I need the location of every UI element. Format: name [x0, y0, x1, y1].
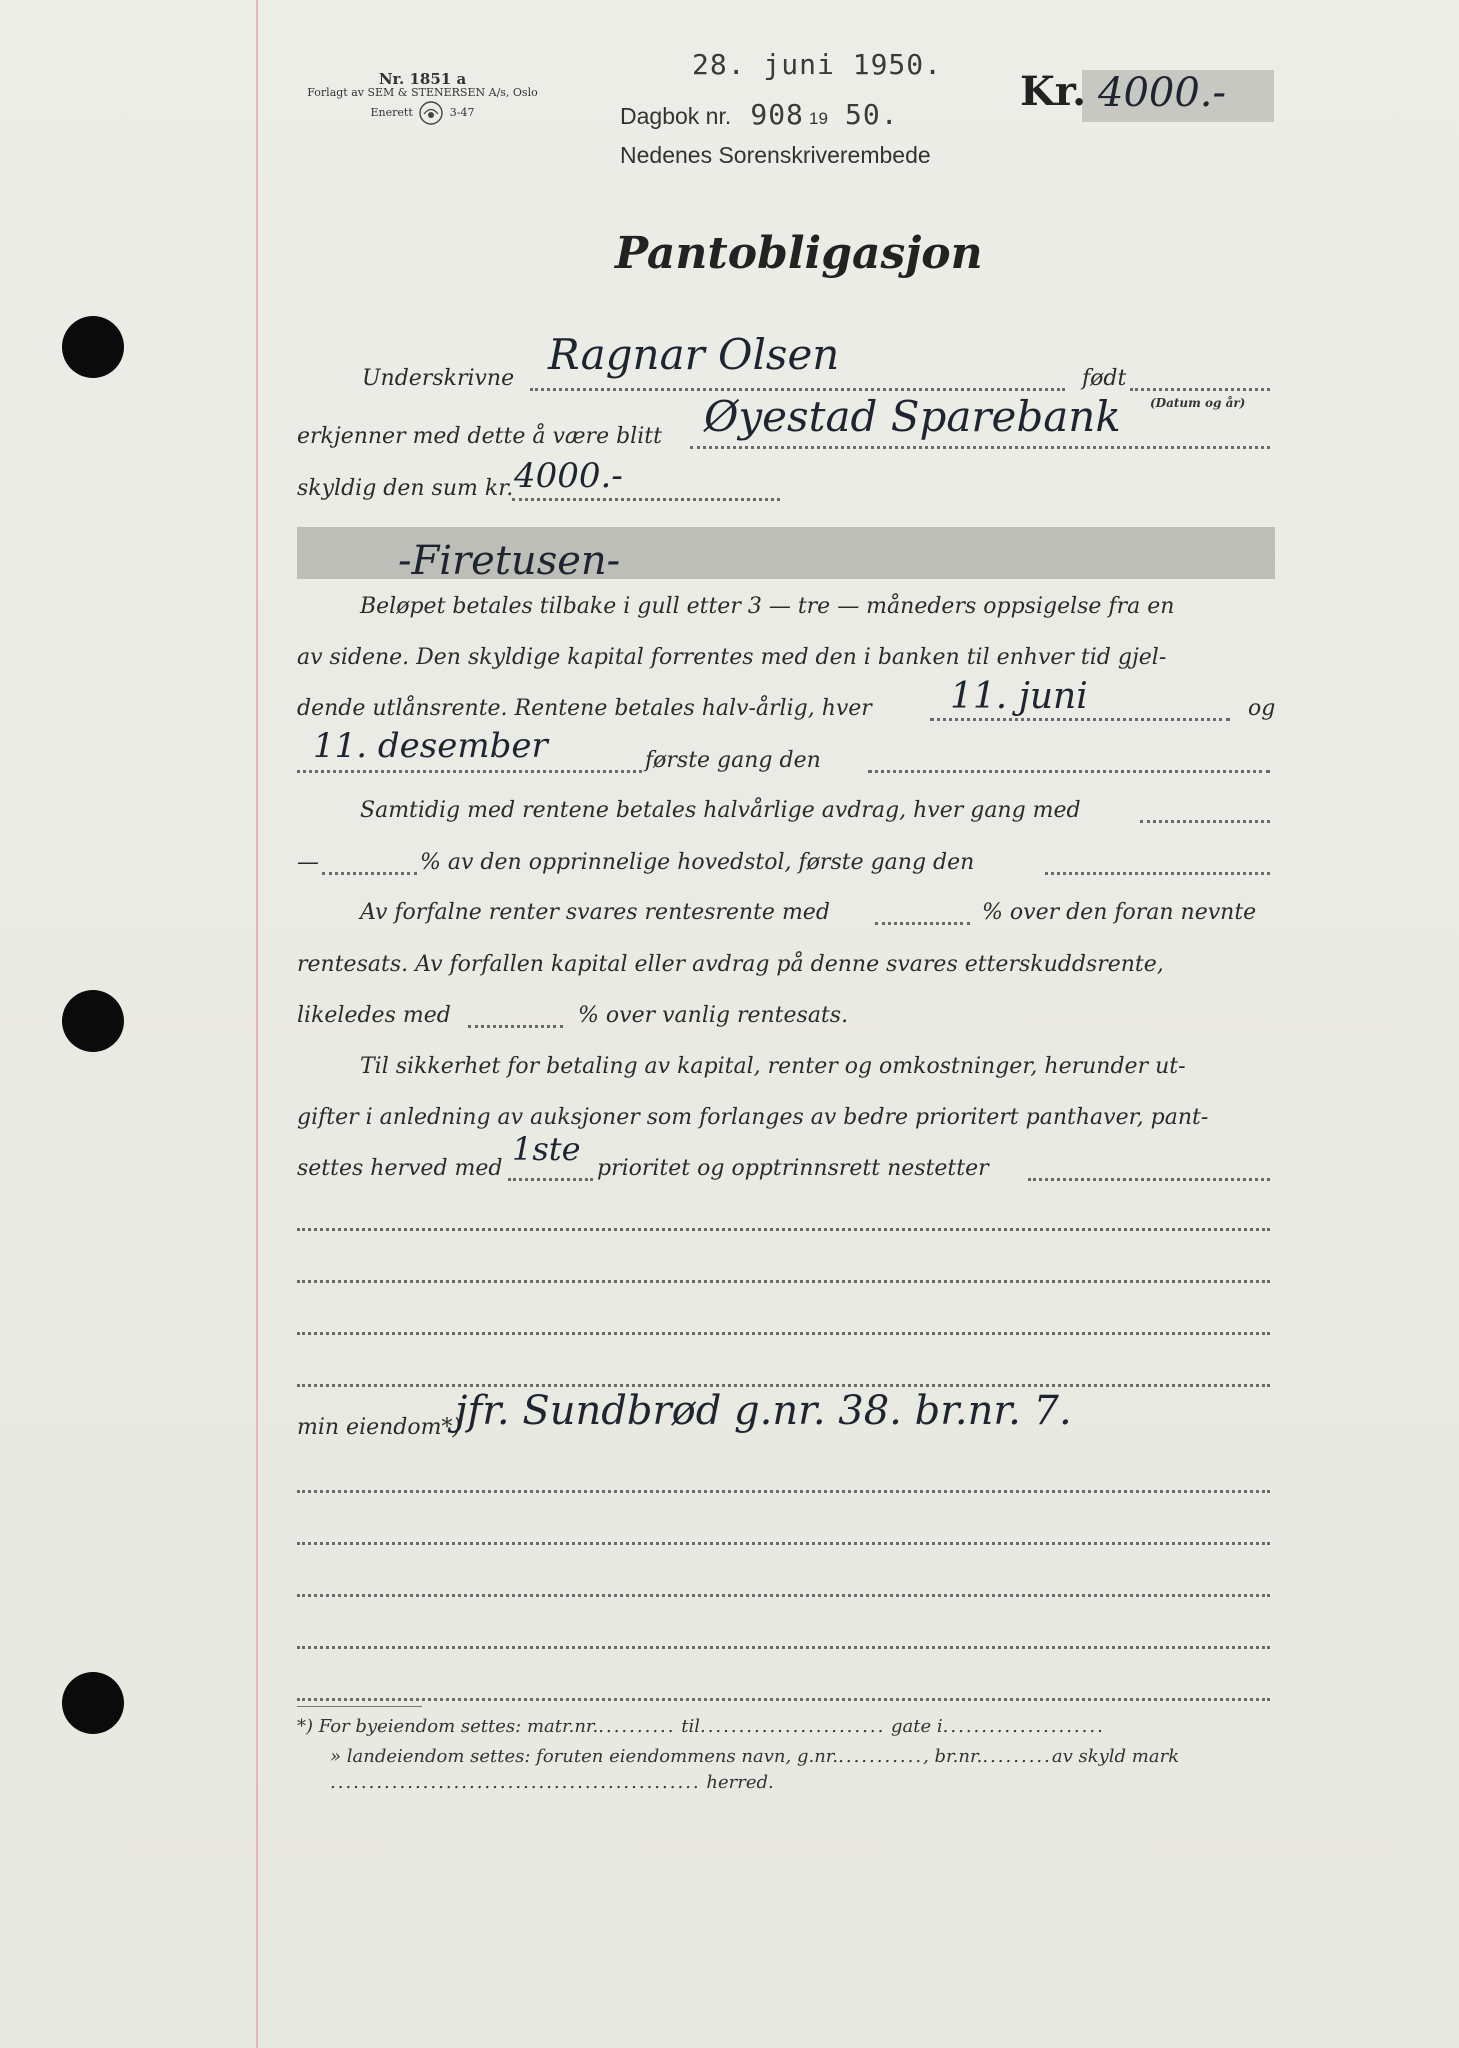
interest-date-2: 11. desember [313, 726, 548, 766]
body-line-6b: % av den opprinnelige hovedstol, første gang den [420, 850, 975, 875]
datum-hint: (Datum og år) [1150, 396, 1246, 410]
page-title: Pantobligasjon [615, 228, 983, 279]
footnote-2a: » landeiendom settes: foruten eiendommens navn, g.nr. [330, 1746, 839, 1767]
dagbok-row [620, 98, 899, 131]
office-name: Nedenes Sorenskriverembede [620, 142, 931, 168]
footnote-line-3: ................................................ herred. [330, 1772, 774, 1793]
body-line-7b: % over den foran nevnte [982, 900, 1257, 925]
underskrivne-label: Underskrivne [362, 366, 515, 391]
blank-line [297, 1332, 1270, 1335]
dagbok-year: 50. [845, 98, 899, 131]
form-publisher: Forlagt av SEM & STENERSEN A/s, Oslo [307, 86, 538, 99]
footnote-rule [297, 1706, 422, 1707]
blank-line [297, 1384, 1270, 1387]
creditor-line [690, 446, 1270, 449]
body-line-5: Samtidig med rentene betales halvårlige avdrag, hver gang med [360, 798, 1081, 823]
body-line-8: rentesats. Av forfallen kapital eller avdrag på denne svares etterskuddsrente, [297, 952, 1164, 977]
blank-line [297, 1646, 1270, 1649]
footnote-line-1: *) For byeiendom settes: matr.nr........... til........................ gate i..................... [297, 1716, 1105, 1737]
footnote-1a: *) For byeiendom settes: matr.nr. [297, 1716, 599, 1737]
first-time-line [868, 770, 1270, 773]
erkjenner-label: erkjenner med dette å være blitt [297, 424, 662, 449]
fodt-line [1130, 388, 1270, 391]
footnote-2c: av skyld mark [1051, 1746, 1180, 1767]
dagbok-year-prefix: 19 [809, 109, 828, 128]
body-line-3b: og [1248, 696, 1276, 721]
interest-date-2-line [297, 770, 642, 773]
footnote-line-2: » landeiendom settes: foruten eiendommens navn, g.nr............, br.nr..........av skyld mark [330, 1746, 1180, 1767]
debtor-name: Ragnar Olsen [548, 330, 840, 379]
eiendom-label: min eiendom*) [297, 1415, 462, 1440]
document-date: 28. juni 1950. [692, 48, 943, 81]
blank-line [297, 1542, 1270, 1545]
sum-value: 4000.- [514, 456, 623, 496]
dagbok-number: 908 [750, 98, 804, 131]
amount-in-words: -Firetusen- [398, 538, 621, 584]
footnote-3: herred. [706, 1772, 774, 1793]
fodt-label: født [1082, 366, 1127, 391]
installment-line [1140, 820, 1270, 823]
nestetter-line [1028, 1178, 1270, 1181]
underskrivne-line [530, 388, 1065, 391]
trade-union-seal-icon [416, 100, 446, 126]
binder-hole [62, 990, 124, 1052]
percent-line [322, 872, 417, 875]
form-edition-row [300, 100, 545, 126]
interest-date-line [930, 718, 1230, 721]
body-line-9b: % over vanlig rentesats. [578, 1003, 849, 1028]
body-line-1: Beløpet betales tilbake i gull etter 3 — tre — måneders oppsigelse fra en [360, 594, 1175, 619]
body-line-6a: — [297, 850, 319, 875]
form-printer-info [300, 72, 545, 126]
creditor-name: Øyestad Sparebank [704, 392, 1121, 441]
body-line-11: gifter i anledning av auksjoner som forlanges av bedre prioritert panthaver, pant- [297, 1105, 1209, 1130]
kr-label: Kr. [1020, 68, 1087, 115]
dagbok-label: Dagbok nr. [620, 103, 732, 129]
skyldig-label: skyldig den sum kr. [297, 476, 514, 501]
sum-line [512, 498, 780, 501]
likeledes-line [468, 1025, 563, 1028]
body-line-7a: Av forfalne renter svares rentesrente med [360, 900, 830, 925]
body-line-12a: settes herved med [297, 1156, 503, 1181]
blank-line [297, 1280, 1270, 1283]
form-enerett: Enerett [370, 106, 413, 119]
form-edition: 3-47 [449, 106, 475, 119]
body-line-3a: dende utlånsrente. Rentene betales halv-årlig, hver [297, 696, 872, 721]
body-line-10: Til sikkerhet for betaling av kapital, renter og omkostninger, herunder ut- [360, 1054, 1186, 1079]
blank-line [297, 1228, 1270, 1231]
interest-date-1: 11. juni [950, 676, 1088, 717]
binder-hole [62, 316, 124, 378]
priority-value: 1ste [512, 1130, 581, 1168]
body-line-4: første gang den [645, 748, 821, 773]
body-line-2: av sidene. Den skyldige kapital forrentes med den i banken til enhver tid gjel- [297, 645, 1167, 670]
blank-line [297, 1490, 1270, 1493]
rentesrente-line [875, 922, 970, 925]
footnote-1b: til [681, 1716, 700, 1737]
body-line-12b: prioritet og opptrinnsrett nestetter [597, 1156, 989, 1181]
binder-hole [62, 1672, 124, 1734]
body-line-9a: likeledes med [297, 1003, 451, 1028]
property-description: jfr. Sundbrød g.nr. 38. br.nr. 7. [455, 1388, 1072, 1434]
first-installment-line [1045, 872, 1270, 875]
footnote-2b: , br.nr. [923, 1746, 983, 1767]
margin-line [256, 0, 258, 2048]
kr-amount: 4000.- [1098, 70, 1227, 116]
blank-line [297, 1698, 1270, 1701]
form-number: Nr. 1851 a [378, 70, 467, 88]
footnote-1c: gate i [891, 1716, 943, 1737]
priority-line [508, 1178, 593, 1181]
blank-line [297, 1594, 1270, 1597]
